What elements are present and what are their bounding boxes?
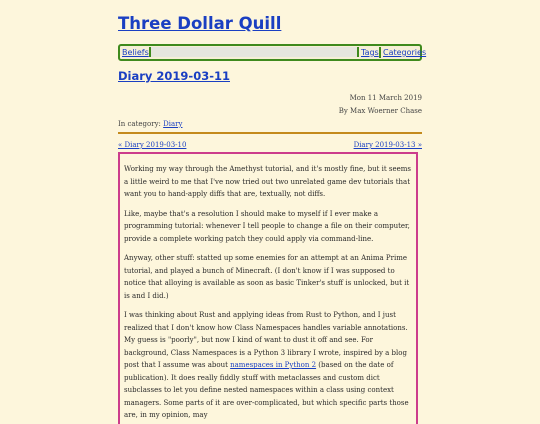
post-author: By Max Woerner Chase (338, 107, 422, 115)
nav-bar (118, 44, 427, 61)
category-link[interactable]: Diary (163, 120, 183, 128)
post-paragraph: Working my way through the Amethyst tutorial, and it's mostly fine, but it seems a little weird to me that I've now tried out two unrelated game dev tutorials that want you to hand-apply diffs that are, textually, not diffs. (124, 165, 412, 198)
post-paragraph: Anyway, other stuff: statted up some enemies for an attempt at an Anima Prime tutorial, and played a bunch of Minecraft. (I don't know if I was supposed to notice that alloying is available as soon as basic Tinker's stuff is unlocked, but it is and I did.) (124, 254, 410, 300)
next-post-link[interactable]: Diary 2019-03-13 » (353, 141, 422, 149)
nav-tags-link[interactable]: Tags (361, 48, 379, 57)
post-content (118, 152, 418, 424)
post-paragraph: Like, maybe that's a resolution I should make to myself if I ever make a programming tutorial: whenever I tell people to change a file on their computer, provide a complete working patch they could apply via command-line. (124, 209, 410, 243)
paragraph-text: I was thinking about Rust and applying ideas from Rust to Python, and I just realized that I don't know how Class Namespaces handles variable annotations. My guess is "poorly", but now I kind of want to dust it off and see. For background, Class Namespaces is a Python 3 library I wrote, inspired by a blog post that I assume was about (124, 311, 408, 369)
post-title-link[interactable]: Diary 2019-03-11 (118, 69, 230, 83)
namespaces-python2-link[interactable]: namespaces in Python 2 (230, 361, 317, 369)
search-input[interactable] (149, 47, 359, 57)
nav-separator (379, 47, 381, 58)
prev-post-link[interactable]: « Diary 2019-03-10 (118, 141, 187, 149)
post-category (118, 120, 182, 128)
site-title-link[interactable]: Three Dollar Quill (118, 14, 282, 33)
post-date: Mon 11 March 2019 (349, 94, 422, 102)
category-prefix: In category: (118, 120, 164, 128)
divider (118, 132, 422, 134)
paragraph-text: (based on the date of publication). It does really fiddly stuff with metaclasses and custom dict subclasses to let you define nested namespaces within a class using context managers. Some parts of it are over-complicated, but which specific parts those are, in my opinion, may (124, 361, 409, 419)
nav-categories-link[interactable]: Categories (383, 48, 427, 57)
nav-beliefs-link[interactable]: Beliefs (122, 48, 149, 57)
